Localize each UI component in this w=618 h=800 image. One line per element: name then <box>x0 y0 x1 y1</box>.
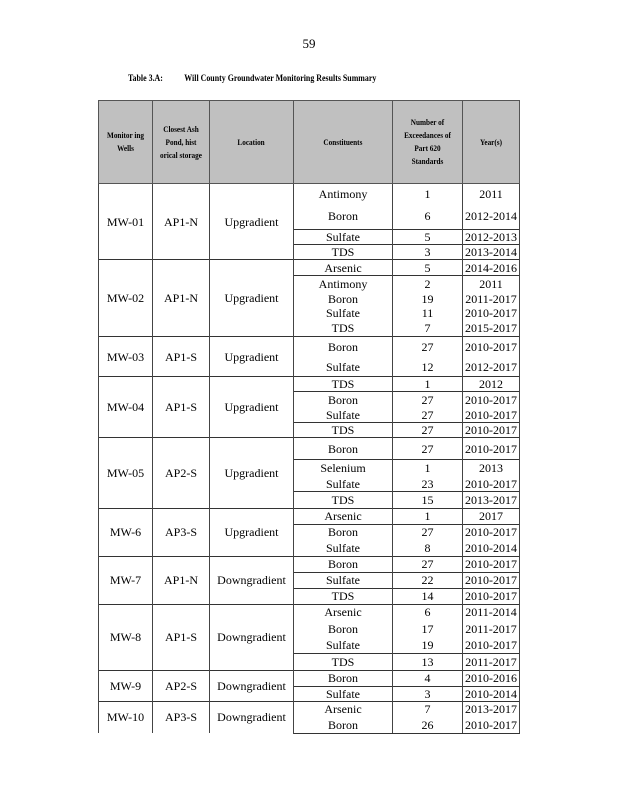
exceedance-count-cell: 1 <box>393 377 463 392</box>
constituent-cell: Arsenic <box>294 701 393 717</box>
constituent-cell: Sulfate <box>294 477 393 492</box>
exceedance-count-cell: 7 <box>393 321 463 337</box>
exceedance-count-cell: 14 <box>393 588 463 604</box>
years-cell: 2011-2014 <box>463 604 520 620</box>
exceedance-count-cell: 19 <box>393 292 463 306</box>
table-row <box>99 260 520 276</box>
years-cell: 2011-2017 <box>463 292 520 306</box>
table-row <box>99 604 520 620</box>
constituent-cell: TDS <box>294 423 393 438</box>
exceedance-count-cell: 27 <box>393 392 463 408</box>
header-years: Year(s) <box>463 101 520 184</box>
constituent-cell: Sulfate <box>294 686 393 701</box>
years-cell: 2010-2017 <box>463 408 520 423</box>
years-cell: 2010-2017 <box>463 717 520 733</box>
years-cell: 2010-2017 <box>463 572 520 588</box>
years-cell: 2010-2016 <box>463 670 520 686</box>
exceedance-count-cell: 15 <box>393 491 463 508</box>
exceedance-count-cell: 17 <box>393 620 463 638</box>
exceedance-count-cell: 7 <box>393 701 463 717</box>
exceedance-count-cell: 1 <box>393 184 463 204</box>
constituent-cell: Boron <box>294 392 393 408</box>
caption-label: Table 3.A: <box>128 73 163 83</box>
well-cell: MW-01 <box>99 184 153 260</box>
constituent-cell: Boron <box>294 717 393 733</box>
years-cell: 2010-2017 <box>463 588 520 604</box>
pond-cell: AP1-S <box>153 377 210 438</box>
table-row <box>99 701 520 717</box>
constituent-cell: Antimony <box>294 184 393 204</box>
exceedance-count-cell: 5 <box>393 260 463 276</box>
constituent-cell: Sulfate <box>294 638 393 653</box>
constituent-cell: TDS <box>294 377 393 392</box>
constituent-cell: Sulfate <box>294 408 393 423</box>
header-location: Location <box>210 101 294 184</box>
years-cell: 2015-2017 <box>463 321 520 337</box>
constituent-cell: TDS <box>294 491 393 508</box>
constituent-cell: TDS <box>294 321 393 337</box>
location-cell: Upgradient <box>210 508 294 556</box>
location-cell: Upgradient <box>210 337 294 377</box>
exceedance-count-cell: 11 <box>393 306 463 321</box>
exceedance-count-cell: 13 <box>393 653 463 670</box>
years-cell: 2012-2017 <box>463 358 520 377</box>
years-cell: 2013-2014 <box>463 245 520 260</box>
location-cell: Upgradient <box>210 184 294 260</box>
location-cell: Upgradient <box>210 438 294 509</box>
table-row <box>99 508 520 524</box>
years-cell: 2010-2017 <box>463 556 520 572</box>
pond-cell: AP2-S <box>153 438 210 509</box>
location-cell: Downgradient <box>210 670 294 701</box>
exceedance-count-cell: 27 <box>393 438 463 460</box>
exceedance-count-cell: 19 <box>393 638 463 653</box>
exceedance-count-cell: 6 <box>393 604 463 620</box>
years-cell: 2010-2017 <box>463 524 520 540</box>
constituent-cell: Sulfate <box>294 230 393 245</box>
exceedance-count-cell: 6 <box>393 204 463 230</box>
years-cell: 2013-2017 <box>463 701 520 717</box>
exceedance-count-cell: 27 <box>393 524 463 540</box>
table-row <box>99 337 520 358</box>
years-cell: 2010-2014 <box>463 686 520 701</box>
constituent-cell: Boron <box>294 620 393 638</box>
years-cell: 2014-2016 <box>463 260 520 276</box>
location-cell: Downgradient <box>210 701 294 733</box>
years-cell: 2010-2017 <box>463 438 520 460</box>
constituent-cell: Arsenic <box>294 508 393 524</box>
table-row <box>99 670 520 686</box>
pond-cell: AP1-S <box>153 337 210 377</box>
table-row <box>99 377 520 392</box>
page-number: 59 <box>302 36 316 51</box>
exceedance-count-cell: 22 <box>393 572 463 588</box>
constituent-cell: TDS <box>294 245 393 260</box>
exceedance-count-cell: 27 <box>393 423 463 438</box>
location-cell: Downgradient <box>210 604 294 670</box>
well-cell: MW-9 <box>99 670 153 701</box>
pond-cell: AP3-S <box>153 508 210 556</box>
table-row <box>99 438 520 460</box>
constituent-cell: Sulfate <box>294 358 393 377</box>
years-cell: 2011-2017 <box>463 653 520 670</box>
years-cell: 2010-2017 <box>463 423 520 438</box>
pond-cell: AP1-N <box>153 184 210 260</box>
years-cell: 2013 <box>463 460 520 477</box>
constituent-cell: Boron <box>294 670 393 686</box>
exceedance-count-cell: 3 <box>393 686 463 701</box>
header-constituents: Constituents <box>294 101 393 184</box>
header-pond: Closest Ash Pond, hist orical storage <box>153 101 210 184</box>
exceedance-count-cell: 26 <box>393 717 463 733</box>
well-cell: MW-03 <box>99 337 153 377</box>
constituent-cell: Arsenic <box>294 604 393 620</box>
constituent-cell: Sulfate <box>294 540 393 556</box>
exceedance-count-cell: 1 <box>393 508 463 524</box>
location-cell: Downgradient <box>210 556 294 604</box>
header-wells: Monitor ing Wells <box>99 101 153 184</box>
years-cell: 2011 <box>463 276 520 292</box>
years-cell: 2010-2017 <box>463 392 520 408</box>
exceedance-count-cell: 27 <box>393 556 463 572</box>
pond-cell: AP1-S <box>153 604 210 670</box>
constituent-cell: Antimony <box>294 276 393 292</box>
well-cell: MW-04 <box>99 377 153 438</box>
pond-cell: AP3-S <box>153 701 210 733</box>
exceedance-count-cell: 3 <box>393 245 463 260</box>
constituent-cell: TDS <box>294 588 393 604</box>
location-cell: Upgradient <box>210 377 294 438</box>
constituent-cell: Boron <box>294 524 393 540</box>
exceedance-count-cell: 2 <box>393 276 463 292</box>
years-cell: 2012-2013 <box>463 230 520 245</box>
years-cell: 2012 <box>463 377 520 392</box>
constituent-cell: Boron <box>294 556 393 572</box>
well-cell: MW-10 <box>99 701 153 733</box>
years-cell: 2010-2017 <box>463 306 520 321</box>
pond-cell: AP2-S <box>153 670 210 701</box>
table-caption <box>128 73 376 83</box>
years-cell: 2010-2017 <box>463 638 520 653</box>
exceedance-count-cell: 12 <box>393 358 463 377</box>
exceedance-count-cell: 23 <box>393 477 463 492</box>
years-cell: 2010-2014 <box>463 540 520 556</box>
constituent-cell: Boron <box>294 438 393 460</box>
years-cell: 2012-2014 <box>463 204 520 230</box>
constituent-cell: Boron <box>294 337 393 358</box>
well-cell: MW-02 <box>99 260 153 337</box>
constituent-cell: Sulfate <box>294 572 393 588</box>
years-cell: 2011-2017 <box>463 620 520 638</box>
exceedance-count-cell: 5 <box>393 230 463 245</box>
constituent-cell: Boron <box>294 292 393 306</box>
table-body <box>99 184 520 734</box>
years-cell: 2010-2017 <box>463 477 520 492</box>
constituent-cell: Selenium <box>294 460 393 477</box>
caption-title: Will County Groundwater Monitoring Results Summary <box>184 73 377 83</box>
table-header-row <box>99 101 520 184</box>
table-row <box>99 556 520 572</box>
exceedance-count-cell: 27 <box>393 408 463 423</box>
years-cell: 2010-2017 <box>463 337 520 358</box>
pond-cell: AP1-N <box>153 260 210 337</box>
groundwater-results-table <box>98 100 520 734</box>
years-cell: 2011 <box>463 184 520 204</box>
table-row <box>99 184 520 204</box>
constituent-cell: Sulfate <box>294 306 393 321</box>
well-cell: MW-05 <box>99 438 153 509</box>
well-cell: MW-8 <box>99 604 153 670</box>
years-cell: 2013-2017 <box>463 491 520 508</box>
constituent-cell: Boron <box>294 204 393 230</box>
well-cell: MW-7 <box>99 556 153 604</box>
exceedance-count-cell: 1 <box>393 460 463 477</box>
exceedance-count-cell: 27 <box>393 337 463 358</box>
header-exceedances: Number of Exceedances of Part 620 Standards <box>393 101 463 184</box>
years-cell: 2017 <box>463 508 520 524</box>
pond-cell: AP1-N <box>153 556 210 604</box>
exceedance-count-cell: 8 <box>393 540 463 556</box>
well-cell: MW-6 <box>99 508 153 556</box>
location-cell: Upgradient <box>210 260 294 337</box>
constituent-cell: TDS <box>294 653 393 670</box>
exceedance-count-cell: 4 <box>393 670 463 686</box>
constituent-cell: Arsenic <box>294 260 393 276</box>
